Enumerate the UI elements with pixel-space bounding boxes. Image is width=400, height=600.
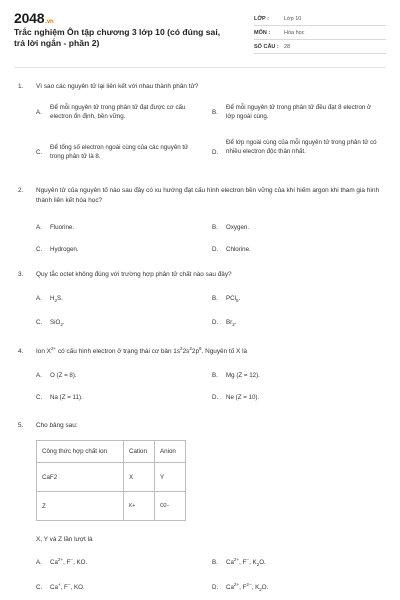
meta-row-class (254, 12, 386, 26)
option-d[interactable] (212, 318, 372, 327)
option-c[interactable] (36, 245, 196, 254)
question-3 (18, 270, 384, 280)
option-d[interactable] (212, 583, 372, 592)
table-cell: K+ (124, 492, 155, 521)
question-number: 4. (18, 348, 24, 355)
option-text: Ne (Z = 10). (226, 394, 260, 401)
meta-value: Hóa học (284, 29, 305, 36)
table-cell: Z (37, 492, 124, 521)
option-letter: C. (36, 394, 43, 401)
logo-text: 2048 (14, 10, 45, 26)
option-letter: C. (36, 246, 43, 253)
option-b[interactable] (212, 103, 377, 121)
option-letter: B. (212, 372, 218, 379)
option-a[interactable] (36, 558, 196, 567)
option-d[interactable] (212, 138, 377, 156)
meta-row-count (254, 40, 386, 54)
option-a[interactable] (36, 371, 196, 380)
meta-key: LỚP : (254, 15, 269, 22)
question-stem: Vì sao các nguyên tử lại liên kết với nhau thành phân tử? (36, 83, 199, 90)
question-number: 1. (18, 83, 24, 90)
question-stem: Nguyên tử của nguyên tố nào sau đây có xu hướng đạt cấu hình electron bền vững của khí hiếm argon khi tham gia hình thành liên kết hóa học? (36, 187, 380, 204)
option-letter: B. (212, 559, 218, 566)
option-letter: D. (212, 584, 219, 591)
option-b[interactable] (212, 294, 372, 303)
option-text: $H_2S$. (50, 295, 63, 304)
question-stem: Ion $X^{2+}$ có cấu hình electron ở trạng thái cơ bản $1s^22s^22p^6$. Nguyên tố X là (36, 345, 248, 355)
table-row (37, 463, 186, 492)
option-text: $Ca^{2+}$, $F^{2-}$, $K_2O$. (226, 581, 269, 593)
question-4 (18, 347, 384, 357)
question-2 (18, 186, 384, 205)
option-letter: C. (36, 584, 43, 591)
question-1 (18, 82, 384, 92)
meta-table (254, 12, 386, 54)
option-letter: A. (36, 295, 42, 302)
option-text: Để mỗi nguyên tử trong phân tử đều đạt 8 electron ở lớp ngoài cùng. (226, 104, 372, 120)
option-text: $Ca^{2+}$, F−, KO. (50, 556, 88, 566)
table-header-cell: Công thức hợp chất ion (37, 441, 124, 463)
question-number: 5. (18, 422, 24, 429)
logo-suffix: .vn (45, 19, 54, 25)
meta-key: MÔN : (254, 29, 271, 36)
table-cell: O2− (155, 492, 186, 521)
option-letter: D. (212, 149, 219, 156)
ion-table (36, 440, 186, 521)
option-text: PCl$_5$. (226, 295, 241, 304)
table-header-cell: Anion (155, 441, 186, 463)
option-c[interactable] (36, 393, 196, 402)
option-b[interactable] (212, 558, 372, 567)
option-c[interactable] (36, 583, 196, 592)
option-text: Ca+, F−, KO. (50, 581, 85, 591)
question-stem: Cho bảng sau: (36, 422, 78, 429)
question-number: 3. (18, 271, 24, 278)
table-cell: X (124, 463, 155, 492)
meta-key: SỐ CÂU : (254, 43, 279, 50)
option-c[interactable] (36, 318, 196, 327)
option-letter: D. (212, 319, 219, 326)
option-d[interactable] (212, 393, 372, 402)
option-a[interactable] (36, 294, 196, 303)
meta-value: Lớp 10 (284, 15, 302, 22)
option-letter: C. (36, 149, 43, 156)
option-a[interactable] (36, 103, 196, 121)
option-b[interactable] (212, 371, 372, 380)
option-letter: B. (212, 224, 218, 231)
option-text: Để lớp ngoài cùng của mỗi nguyên tử trong phân tử có nhiều electron độc thân nhất. (226, 139, 377, 155)
table-row (37, 492, 186, 521)
option-letter: A. (36, 109, 42, 116)
table-followup: X, Y và Z lần lượt là (36, 536, 93, 543)
option-letter: C. (36, 319, 43, 326)
question-stem: Quy tắc octet không đúng với trường hợp phân tử chất nào sau đây? (36, 271, 232, 278)
option-d[interactable] (212, 245, 372, 254)
option-letter: B. (212, 109, 218, 116)
option-text: SiO$_2$. (50, 319, 65, 328)
option-text: O (Z = 8). (50, 372, 77, 379)
site-logo[interactable] (14, 10, 53, 26)
option-text: Để tổng số electron ngoài cùng của các nguyên tử trong phân tử là 8. (50, 144, 189, 160)
option-text: Fluorine. (50, 224, 75, 231)
option-text: $Br_2$. (226, 319, 237, 328)
meta-value: 28 (284, 43, 291, 50)
option-text: Chlorine. (226, 246, 251, 253)
table-header-row (37, 441, 186, 463)
option-text: Để mỗi nguyên tử trong phân tử đạt được cơ cấu electron ổn định, bền vững. (50, 104, 186, 120)
option-letter: A. (36, 224, 42, 231)
table-header-cell: Cation (124, 441, 155, 463)
option-b[interactable] (212, 223, 372, 232)
option-text: Hydrogen. (50, 246, 79, 253)
table-cell: CaF2 (37, 463, 124, 492)
option-c[interactable] (36, 143, 196, 161)
table-cell: Y (155, 463, 186, 492)
header-divider (14, 67, 386, 68)
option-text: Mg (Z = 12). (226, 372, 260, 379)
meta-row-subject (254, 26, 386, 40)
option-letter: D. (212, 246, 219, 253)
option-a[interactable] (36, 223, 196, 232)
option-letter: B. (212, 295, 218, 302)
option-letter: A. (36, 372, 42, 379)
option-text: Na (Z = 11). (50, 394, 83, 401)
question-number: 2. (18, 187, 24, 194)
option-text: $Ca^{2+}$, F−, $K_2O$. (226, 556, 266, 568)
option-text: Oxygen. (226, 224, 250, 231)
option-letter: D. (212, 394, 219, 401)
option-letter: A. (36, 559, 42, 566)
question-5 (18, 421, 384, 431)
page-title: Trắc nghiệm Ôn tập chương 3 lớp 10 (có đúng sai, trả lời ngắn - phần 2) (14, 27, 221, 48)
